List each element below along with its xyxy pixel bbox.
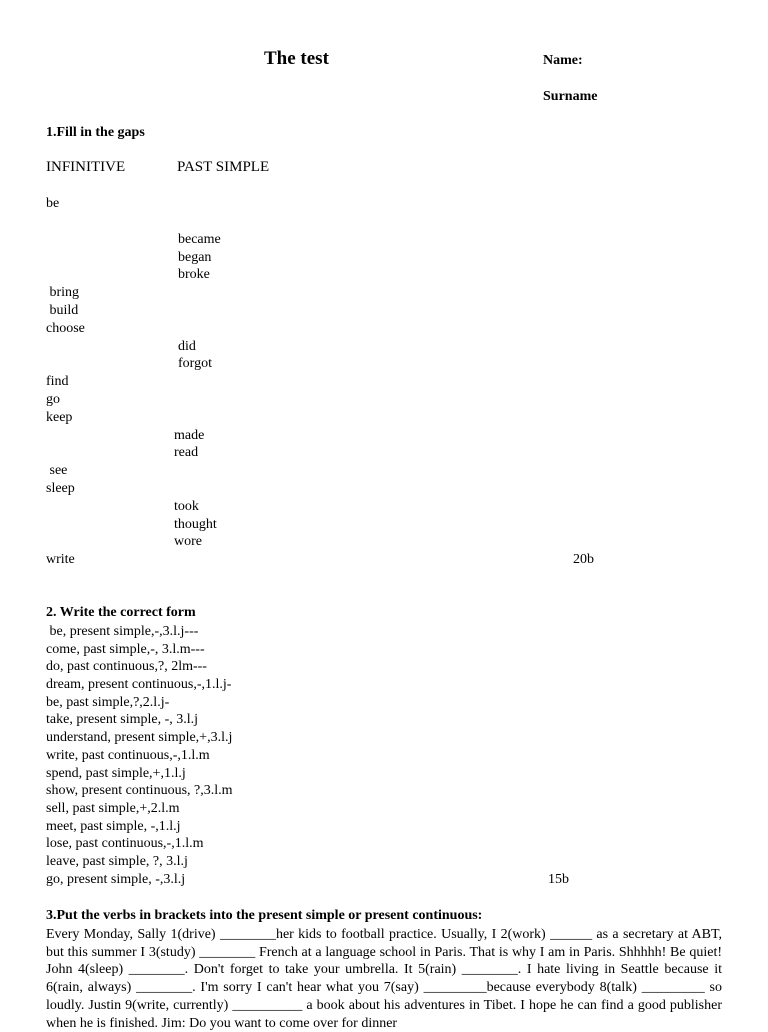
list-item: be, past simple,?,2.l.j- [46, 694, 170, 710]
list-item: dream, present continuous,-,1.l.j- [46, 677, 232, 693]
verb-took: took [174, 499, 199, 514]
verb-made: made [174, 428, 205, 443]
verb-find: find [46, 374, 69, 389]
exercise-list [46, 623, 233, 888]
list-item: do, past continuous,?, 2lm--- [46, 659, 207, 675]
column-header-infinitive: INFINITIVE [46, 159, 126, 175]
list-item: understand, present simple,+,3.l.j [46, 730, 233, 746]
verb-read: read [174, 445, 199, 460]
section2-points: 15b [548, 872, 569, 887]
list-item: sell, past simple,+,2.l.m [46, 800, 180, 816]
section3-paragraph: Every Monday, Sally 1(drive) ________her kids to football practice. Usually, I 2(work) ______ as a secretary at ABT, but this summer I 3(study) ________ French at a language school in Paris. That is why I am in Paris. Shhhhh! Be quiet! John 4(sleep) ________. Don't forget to take your umbrella. It 5(rain) ________. I hate living in Seattle because it 6(rain, always) ________. I'm sorry I can't hear what you 7(say) _________because everybody 8(talk) _________ so loudly. Justin 9(write, currently) __________ a book about his adventures in Tibet. I hope he can find a good publisher when he is finished. Jim: Do you want to come over for dinner [46, 927, 722, 1031]
section1-points: 20b [573, 552, 594, 567]
verb-bring: bring [46, 285, 80, 300]
verb-wore: wore [174, 534, 202, 549]
section1-heading: 1.Fill in the gaps [46, 125, 145, 140]
verb-did: did [178, 339, 196, 354]
list-item: write, past continuous,-,1.l.m [46, 747, 210, 763]
verb-go: go [46, 392, 60, 407]
page-title: The test [264, 48, 329, 69]
list-item: spend, past simple,+,1.l.j [46, 765, 186, 781]
verb-be: be [46, 196, 60, 211]
verb-build: build [46, 303, 79, 318]
verb-thought: thought [174, 517, 217, 532]
list-item: go, present simple, -,3.l.j [46, 871, 186, 887]
verb-began: began [178, 250, 212, 265]
list-item: come, past simple,-, 3.l.m--- [46, 641, 205, 657]
verb-see: see [46, 463, 68, 478]
section3-heading: 3.Put the verbs in brackets into the present simple or present continuous: [46, 908, 483, 923]
list-item: be, present simple,-,3.l.j--- [46, 624, 199, 639]
name-label: Name: [543, 53, 583, 68]
list-item: take, present simple, -, 3.l.j [46, 712, 199, 728]
verb-became: became [178, 232, 221, 247]
surname-label: Surname [543, 89, 598, 104]
section2-heading: 2. Write the correct form [46, 605, 196, 620]
verb-choose: choose [46, 321, 85, 336]
list-item: lose, past continuous,-,1.l.m [46, 836, 204, 852]
verb-sleep: sleep [46, 481, 75, 496]
verb-forgot: forgot [178, 356, 212, 371]
verb-broke: broke [178, 267, 210, 282]
list-item: show, present continuous, ?,3.l.m [46, 783, 233, 799]
verb-write: write [46, 552, 75, 567]
verb-keep: keep [46, 410, 73, 425]
list-item: meet, past simple, -,1.l.j [46, 818, 181, 834]
column-header-past-simple: PAST SIMPLE [177, 159, 270, 175]
list-item: leave, past simple, ?, 3.l.j [46, 853, 188, 869]
